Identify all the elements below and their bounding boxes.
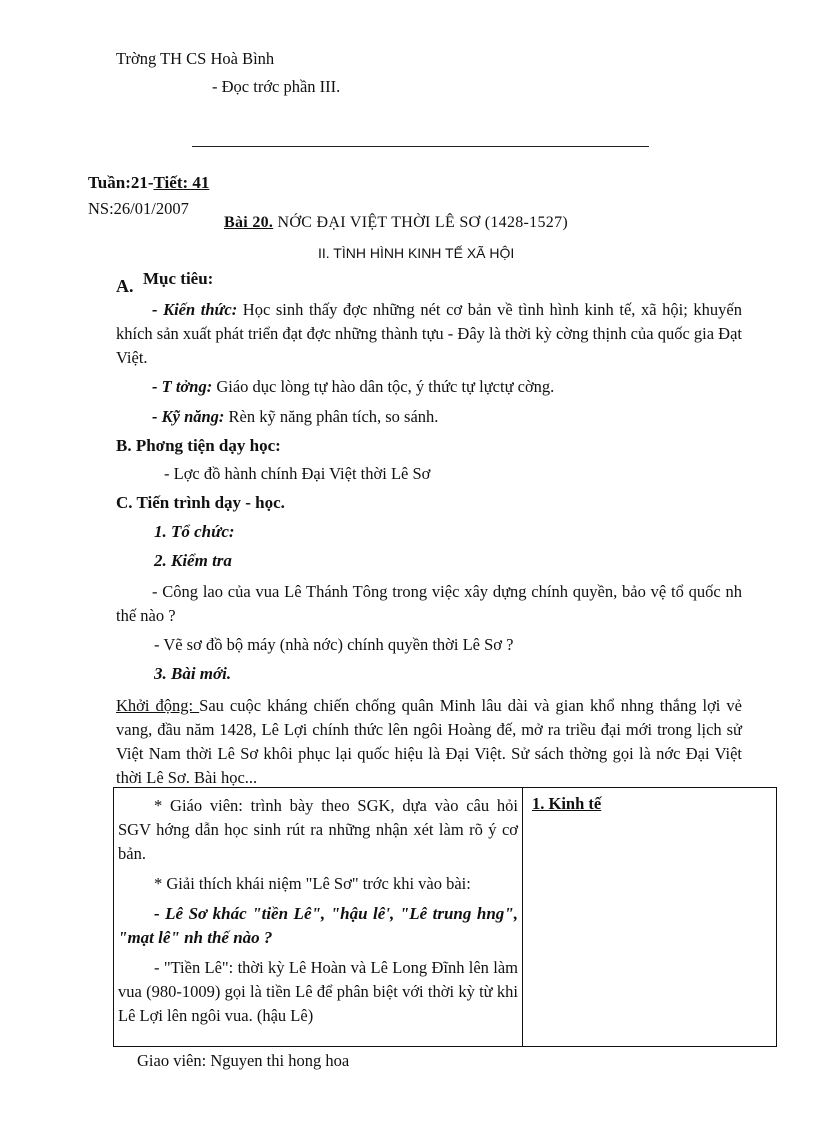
question-2: - Vẽ sơ đồ bộ máy (nhà nớc) chính quyền thời Lê Sơ ? xyxy=(154,635,514,654)
warmup-text: Sau cuộc kháng chiến chống quân Minh lâu dài và gian khổ nhng thắng lợi vẻ vang, đầu năm 1428, Lê Lợi chính thức lên ngôi Hoàng đế, mở ra triều đại mới trong lịch sử Việt Nam thời Lê Sơ khôi phục lại quốc hiệu là Đại Việt. Sử sách thờng gọi là nớc Đại Việt thời Lê Sơ. Bài học... xyxy=(116,696,742,787)
means-heading: B. Phơng tiện dạy học: xyxy=(116,436,281,455)
knowledge-label: - Kiến thức: xyxy=(152,300,238,319)
thought-label: - T tởng: xyxy=(152,377,213,396)
means-item: - Lợc đồ hành chính Đại Việt thời Lê Sơ xyxy=(164,464,431,483)
step-new-lesson: 3. Bài mới. xyxy=(154,664,232,683)
thought-paragraph xyxy=(116,375,742,399)
skill-paragraph xyxy=(116,405,742,429)
table-left-p1: * Giáo viên: trình bày theo SGK, dựa vào câu hỏi SGV hớng dẫn học sinh rút ra những nhận xét làm rõ ý cơ bản. xyxy=(118,796,518,863)
question-1: - Công lao của vua Lê Thánh Tông trong việc xây dựng chính quyền, bảo vệ tổ quốc nh thế nào ? xyxy=(116,582,742,625)
date-label: NS:26/01/2007 xyxy=(88,199,189,218)
objectives-heading: Mục tiêu: xyxy=(143,269,214,288)
school-name: Trờng TH CS Hoà Bình xyxy=(116,49,275,68)
table-column-divider xyxy=(522,788,523,1046)
table-left-p2: * Giải thích khái niệm "Lê Sơ" trớc khi vào bài: xyxy=(154,874,471,893)
skill-label: - Kỹ năng: xyxy=(152,407,225,426)
separator-line xyxy=(192,146,649,147)
process-heading: C. Tiến trình dạy - học. xyxy=(116,493,285,512)
step-organization: 1. Tổ chức: xyxy=(154,522,235,541)
lesson-table xyxy=(113,787,777,1047)
table-left-p4: - "Tiền Lê": thời kỳ Lê Hoàn và Lê Long Đĩnh lên làm vua (980-1009) gọi là tiền Lê để phân biệt với thời kỳ từ khi Lê Lợi lên ngôi vua. (hậu Lê) xyxy=(118,958,518,1025)
lesson-title-line xyxy=(224,214,568,232)
step-check: 2. Kiểm tra xyxy=(154,551,232,570)
lesson-number: Bài 20. xyxy=(224,214,274,231)
warmup-paragraph xyxy=(116,694,742,790)
table-left-p3: - Lê Sơ khác "tiền Lê", "hậu lê', "Lê trung hng", "mạt lê" nh thế nào ? xyxy=(118,904,518,947)
section-title: II. TÌNH HÌNH KINH TẾ XÃ HỘI xyxy=(318,245,515,261)
week-period xyxy=(88,173,209,193)
lesson-title: NỚC ĐẠI VIỆT THỜI LÊ SƠ (1428-1527) xyxy=(273,214,568,231)
table-left-cell xyxy=(118,794,518,1034)
week-label: Tuần:21- xyxy=(88,173,154,192)
thought-text: Giáo dục lòng tự hào dân tộc, ý thức tự lựctự cờng. xyxy=(212,377,555,396)
read-ahead-note: - Đọc trớc phần III. xyxy=(212,77,341,96)
period-label: Tiết: 41 xyxy=(153,173,210,192)
knowledge-text: Học sinh thấy đợc những nét cơ bản về tình hình kinh tế, xã hội; khuyến khích sản xuất phát triển đạt đợc những thành tựu - Đây là thời kỳ cờng thịnh của quốc gia Đạt Việt. xyxy=(116,300,742,367)
objectives-letter: A. xyxy=(116,276,134,296)
skill-text: Rèn kỹ năng phân tích, so sánh. xyxy=(224,407,439,426)
warmup-label: Khởi động: xyxy=(116,696,200,715)
table-right-heading: 1. Kinh tế xyxy=(532,794,602,813)
knowledge-paragraph xyxy=(116,298,742,370)
footer-teacher: Giao viên: Nguyen thi hong hoa xyxy=(137,1051,350,1070)
